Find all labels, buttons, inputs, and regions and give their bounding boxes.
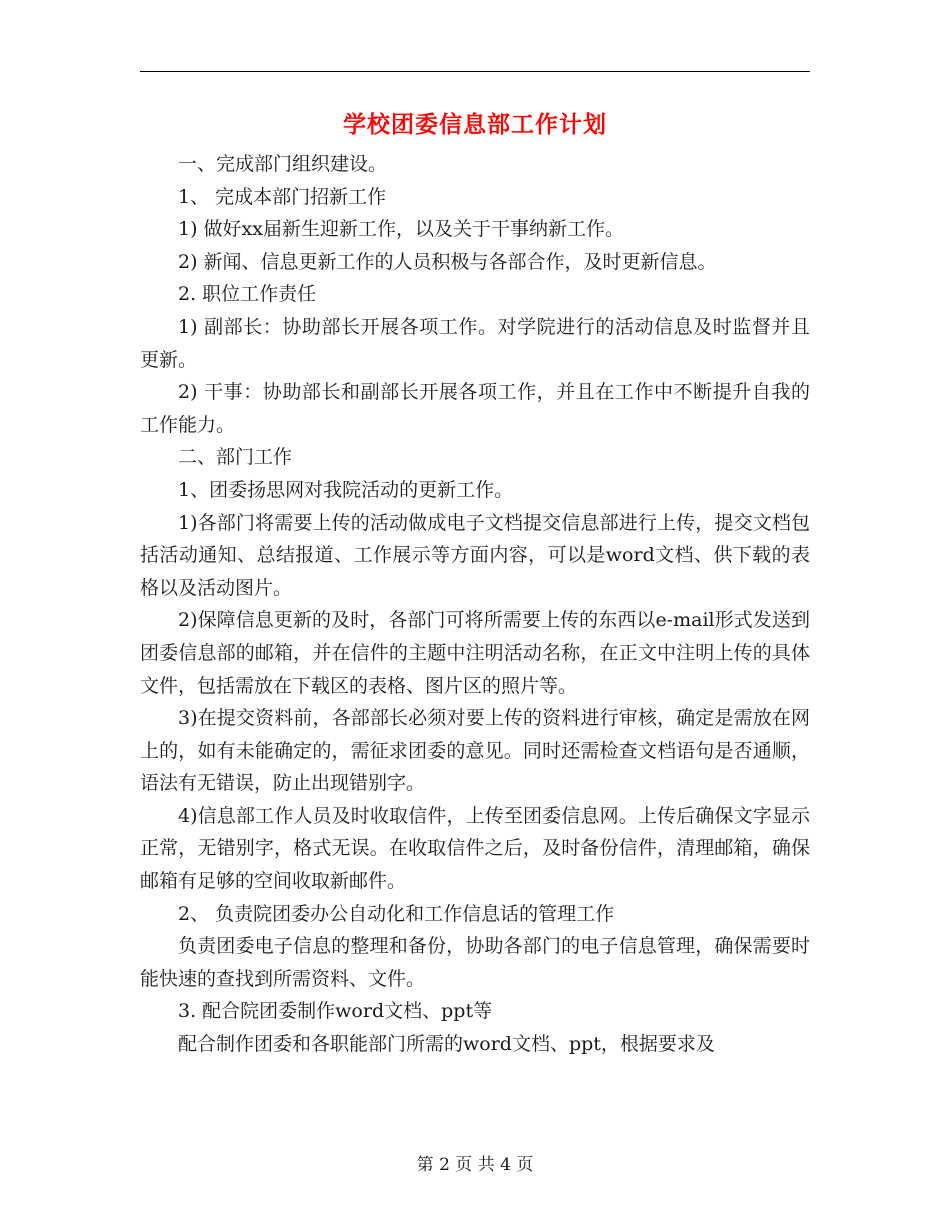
paragraph: 二、部门工作 — [178, 446, 293, 469]
paragraph: 1、 完成本部门招新工作 — [178, 185, 387, 208]
page-number-footer: 第 2 页 共 4 页 — [416, 1155, 534, 1175]
paragraph: 一、完成部门组织建设。 — [178, 153, 388, 175]
paragraph: 4)信息部工作人员及时收取信件，上传至团委信息网。上传后确保文字显示正常，无错别字，格式无误。在收取信件之后，及时备份信件，清理邮箱，确保邮箱有足够的空间收取新邮件。 — [140, 804, 810, 893]
paragraph: 1)各部门将需要上传的活动做成电子文档提交信息部进行上传，提交文档包括活动通知、总结报道、工作展示等方面内容，可以是word文档、供下载的表格以及活动图片。 — [140, 511, 810, 599]
paragraph: 1) 副部长：协助部长开展各项工作。对学院进行的活动信息及时监督并且更新。 — [140, 315, 810, 371]
document-body — [140, 148, 810, 1061]
paragraph: 2)保障信息更新的及时，各部门可将所需要上传的东西以e-mail形式发送到团委信息部的邮箱，并在信件的主题中注明活动名称，在正文中注明上传的具体文件，包括需放在下载区的表格、图片区的照片等。 — [140, 609, 810, 697]
paragraph: 2. 职位工作责任 — [178, 283, 317, 306]
header-rule — [140, 71, 810, 72]
paragraph: 负责团委电子信息的整理和备份，协助各部门的电子信息管理，确保需要时能快速的查找到所需资料、文件。 — [140, 935, 810, 990]
paragraph: 3. 配合院团委制作word文档、ppt等 — [178, 1000, 493, 1023]
paragraph: 3)在提交资料前，各部部长必须对要上传的资料进行审核，确定是需放在网上的，如有未能确定的，需征求团委的意见。同时还需检查文档语句是否通顺，语法有无错误，防止出现错别字。 — [140, 707, 810, 795]
paragraph: 2) 干事：协助部长和副部长开展各项工作，并且在工作中不断提升自我的工作能力。 — [140, 381, 810, 436]
paragraph: 配合制作团委和各职能部门所需的word文档、ppt，根据要求及 — [178, 1033, 715, 1056]
document-title: 学校团委信息部工作计划 — [343, 112, 607, 138]
paragraph: 2) 新闻、信息更新工作的人员积极与各部合作，及时更新信息。 — [178, 250, 717, 273]
paragraph: 1、团委扬思网对我院活动的更新工作。 — [178, 478, 514, 501]
paragraph: 1) 做好xx届新生迎新工作，以及关于干事纳新工作。 — [178, 218, 624, 241]
paragraph: 2、 负责院团委办公自动化和工作信息话的管理工作 — [178, 902, 615, 925]
